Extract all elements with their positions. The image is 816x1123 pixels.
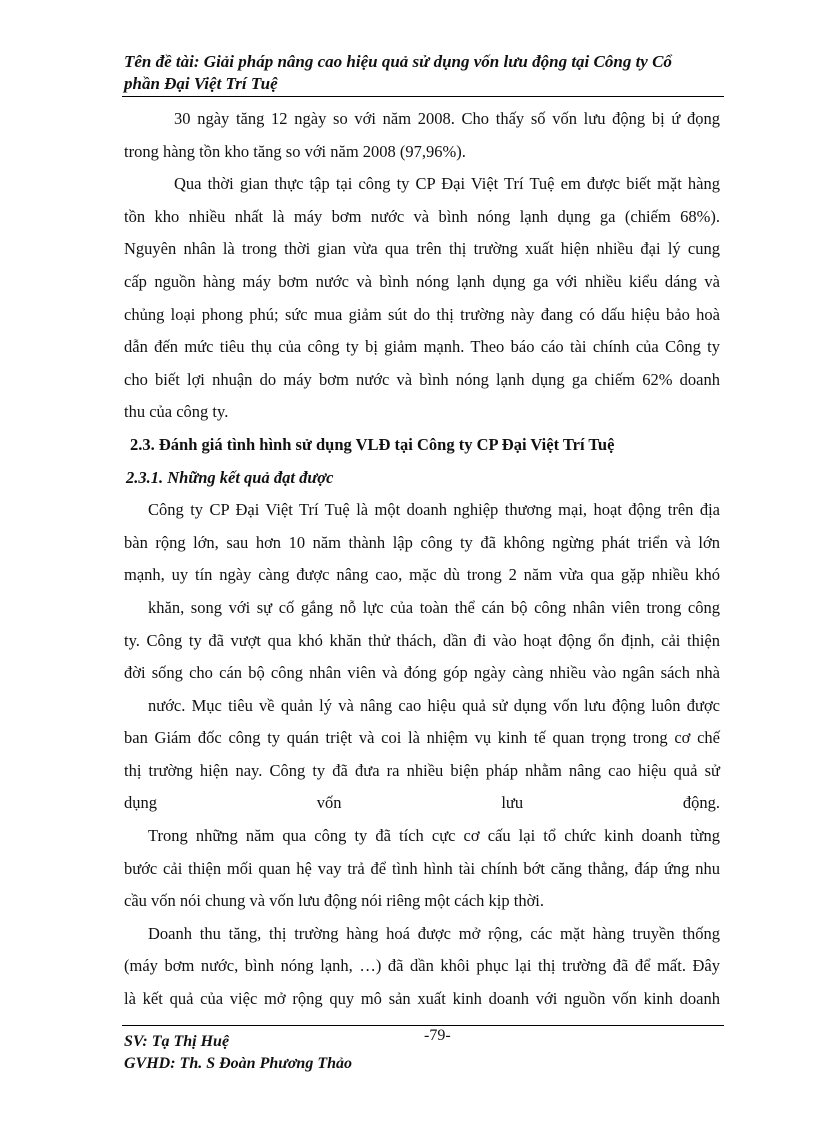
header-title (124, 51, 714, 95)
text-line: dụng vốn lưu động. (124, 793, 720, 813)
text-line: là kết quả của việc mở rộng quy mô sản xuất kinh doanh với nguồn vốn kinh doanh (124, 989, 720, 1009)
text-line: 30 ngày tăng 12 ngày so với năm 2008. Cho thấy số vốn lưu động bị ứ đọng (174, 109, 720, 128)
text-line: ty. Công ty đã vượt qua khó khăn thử thách, dần đi vào hoạt động ổn định, cải thiện (124, 630, 720, 650)
text-line: mạnh, uy tín ngày càng được nâng cao, mặc dù trong 2 năm vừa qua gặp nhiều khó (124, 565, 720, 585)
text-line: (máy bơm nước, bình nóng lạnh, …) đã dần khôi phục lại thị trường đã để mất. Đây (124, 956, 720, 976)
text-line: dẫn đến mức tiêu thụ của công ty bị giảm mạnh. Theo báo cáo tài chính của Công ty (124, 337, 720, 357)
header-divider (122, 96, 724, 97)
header-title-line-1: Tên đề tài: Giải pháp nâng cao hiệu quả sử dụng vốn lưu động tại Công ty Cổ (124, 52, 672, 71)
text-line: cấp nguồn hàng máy bơm nước và bình nóng lạnh dụng ga với nhiều kiểu dáng và (124, 271, 720, 291)
text-line: khăn, song với sự cố gắng nỗ lực của toàn thể cán bộ công nhân viên trong công (148, 597, 720, 617)
page-content (124, 103, 720, 1016)
text-line: Trong những năm qua công ty đã tích cực cơ cấu lại tổ chức kinh doanh từng (148, 826, 720, 846)
text-line: bàn rộng lớn, sau hơn 10 năm thành lập công ty đã không ngừng phát triển và lớn (124, 532, 720, 552)
text-line: nước. Mục tiêu về quản lý và nâng cao hiệu quả sử dụng vốn lưu động luôn được (148, 695, 720, 715)
paragraph-2 (124, 168, 720, 429)
text-line: ban Giám đốc công ty quán triệt và coi là nhiệm vụ kinh tế quan trọng trong cơ chế (124, 728, 720, 748)
footer-info (124, 1031, 352, 1075)
paragraph-1 (124, 103, 720, 168)
page-number: -79- (424, 1027, 451, 1044)
text-line: đời sống cho cán bộ công nhân viên và đóng góp ngày càng nhiều vào ngân sách nhà (124, 663, 720, 683)
text-line: chủng loại phong phú; sức mua giảm sút do thị trường này đang có dấu hiệu bảo hoà (124, 304, 720, 324)
text-line: Qua thời gian thực tập tại công ty CP Đại Việt Trí Tuệ em được biết mặt hàng (174, 174, 720, 194)
header-title-line-2: phần Đại Việt Trí Tuệ (124, 74, 278, 93)
text-line: cầu vốn nói chung và vốn lưu động nói riêng một cách kịp thời. (124, 891, 545, 911)
text-line: thu của công ty. (124, 402, 229, 422)
footer-advisor: GVHD: Th. S Đoàn Phương Thảo (124, 1055, 352, 1072)
paragraph-3 (124, 494, 720, 820)
text-line: tồn kho nhiều nhất là máy bơm nước và bình nóng lạnh dụng ga (chiếm 68%). (124, 206, 720, 226)
paragraph-4 (124, 820, 720, 918)
footer-student: SV: Tạ Thị Huệ (124, 1033, 230, 1050)
section-heading-2-3-1: 2.3.1. Những kết quả đạt được (126, 467, 334, 487)
text-line: Công ty CP Đại Việt Trí Tuệ là một doanh nghiệp thương mại, hoạt động trên địa (148, 500, 720, 520)
section-heading-2-3: 2.3. Đánh giá tình hình sử dụng VLĐ tại Công ty CP Đại Việt Trí Tuệ (130, 434, 615, 454)
text-line: trong hàng tồn kho tăng so với năm 2008 (97,96%). (124, 141, 466, 161)
text-line: bước cải thiện mối quan hệ vay trả để tình hình tài chính bớt căng thẳng, đáp ứng nhu (124, 858, 720, 878)
text-line: Nguyên nhân là trong thời gian vừa qua trên thị trường xuất hiện nhiều đại lý cung (124, 239, 720, 259)
text-line: thị trường hiện nay. Công ty đã đưa ra nhiều biện pháp nhằm nâng cao hiệu quả sử (124, 760, 720, 780)
paragraph-5 (124, 918, 720, 1016)
text-line: cho biết lợi nhuận do máy bơm nước và bình nóng lạnh dụng ga chiếm 62% doanh (124, 369, 720, 389)
text-line: Doanh thu tăng, thị trường hàng hoá được mở rộng, các mặt hàng truyền thống (148, 923, 720, 943)
footer-divider (122, 1025, 724, 1026)
